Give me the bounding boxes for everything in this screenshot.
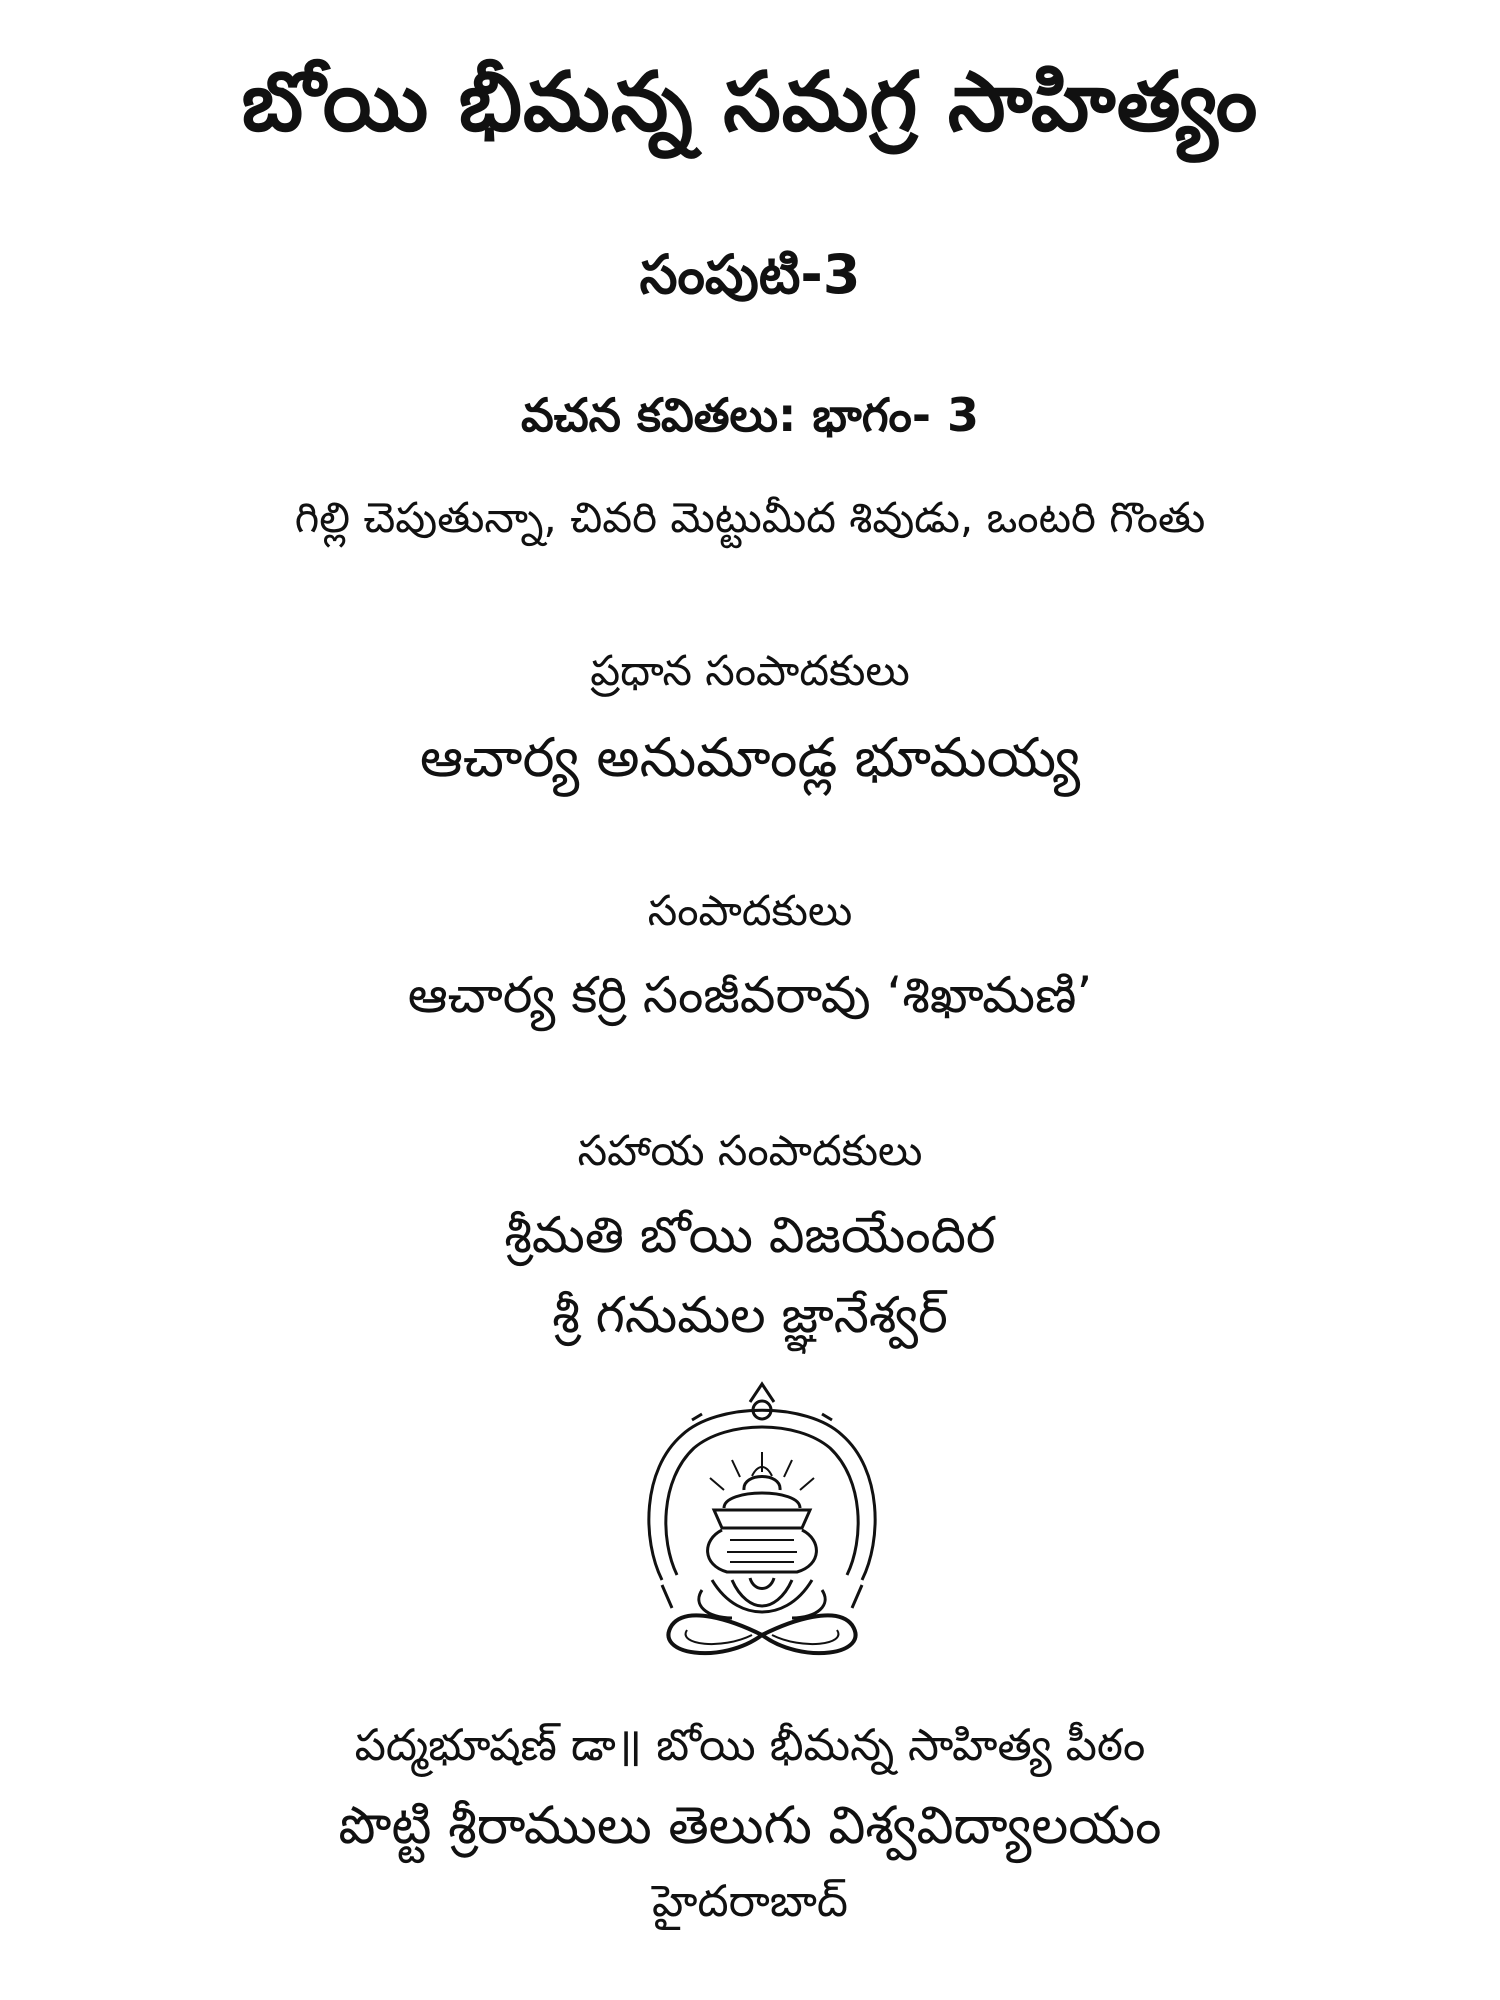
publisher-institution: పద్మభూషణ్ డా॥ బోయి భీమన్న సాహిత్య పీఠం xyxy=(354,1720,1146,1771)
publisher-city: హైదరాబాద్ xyxy=(652,1876,848,1927)
publisher-university: పొట్టి శ్రీరాములు తెలుగు విశ్వవిద్యాలయం xyxy=(338,1796,1162,1856)
volume-number: సంపుటి-3 xyxy=(639,243,861,306)
works-list: గిల్లి చెపుతున్నా, చివరి మెట్టుమీద శివుడు, ఒంటరి గొంతు xyxy=(294,493,1206,542)
editor-name: ఆచార్య కర్రి సంజీవరావు ‘శిఖామణి’ xyxy=(407,966,1093,1024)
part-heading: వచన కవితలు: భాగం- 3 xyxy=(521,388,979,442)
university-seal-emblem-icon xyxy=(632,1380,892,1670)
chief-editor-label: ప్రధాన సంపాదకులు xyxy=(590,646,910,695)
chief-editor-name: ఆచార్య అనుమాండ్ల భూమయ్య xyxy=(419,726,1081,789)
associate-editors-label: సహాయ సంపాదకులు xyxy=(577,1126,923,1175)
editor-label: సంపాదకులు xyxy=(647,886,853,935)
book-title: బోయి భీమన్న సమగ్ర సాహిత్యం xyxy=(241,55,1259,150)
associate-editor-name: శ్రీ గనుమల జ్ఞానేశ్వర్ xyxy=(552,1286,948,1344)
associate-editor-name: శ్రీమతి బోయి విజయేందిర xyxy=(504,1206,996,1264)
